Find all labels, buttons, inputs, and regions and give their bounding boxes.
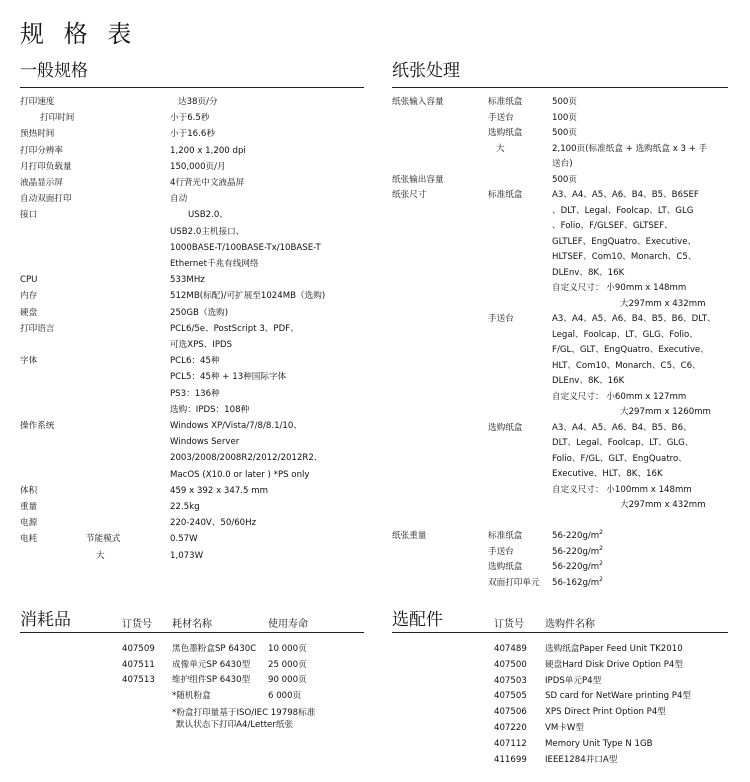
spec-value: 459 x 392 x 347.5 mm [170, 485, 268, 496]
consumable-note: *粉盒打印量基于ISO/IEC 19798标准 [172, 708, 316, 718]
paper-label: 纸张输出容量 [392, 174, 444, 185]
paper-sublabel: 标准纸盒 [488, 531, 523, 541]
paper-value: 500页 [552, 97, 577, 107]
paper-value: DLEnv、8K、16K [552, 376, 625, 386]
paper-value: Folio、F/GL、GLT、EngQuatro、 [552, 453, 687, 464]
paper-value: 、DLT、Legal、Foolcap、LT、GLG [552, 205, 694, 216]
superscript: 2 [599, 544, 603, 552]
spec-label: 内存 [20, 291, 38, 302]
consumables-rule [20, 632, 364, 633]
paper-value: 、Folio、F/GLSEF、GLTSEF、 [552, 221, 673, 231]
spec-label: 电源 [20, 518, 38, 529]
spec-value: 512MB(标配)/可扩展至1024MB（选购) [170, 291, 326, 302]
option-code: 407220 [494, 723, 527, 733]
superscript: 2 [599, 575, 603, 583]
page-title: 规 格 表 [20, 20, 138, 48]
spec-value: 小于16.6秒 [170, 129, 215, 140]
paper-value: DLT、Legal、Foolcap、LT、GLG、 [552, 438, 694, 448]
paper-value: HLTSEF、Com10、Monarch、C5、 [552, 252, 697, 262]
paper-value: GLTLEF、EngQuatro、Executive、 [552, 236, 697, 247]
spec-value: 220-240V、50/60Hz [170, 518, 257, 529]
paper-value: Legal、Foolcap、LT、GLG、Folio、 [552, 329, 698, 340]
spec-label: 月打印负载量 [20, 161, 72, 172]
paper-label: 纸张重量 [392, 531, 427, 541]
spec-value: 22.5kg [170, 502, 200, 512]
paper-value: 自定义尺寸： 小90mm x 148mm [552, 283, 687, 293]
paper-value: F/GL、GLT、EngQuatro、Executive、 [552, 345, 709, 355]
consumables-header-life: 使用寿命 [268, 619, 308, 630]
option-name: IPDS单元P4型 [545, 675, 602, 686]
spec-value: PCL5：45种 + 13种国际字体 [170, 372, 287, 383]
paper-value: 大297mm x 432mm [620, 500, 706, 510]
consumable-life: 90 000页 [268, 675, 307, 685]
paper-sublabel: 双面打印单元 [488, 577, 540, 588]
consumable-name: 维护组件SP 6430型 [172, 675, 251, 685]
spec-label: 打印分辨率 [20, 145, 63, 156]
spec-value: PCL6/5e、PostScript 3、PDF、 [170, 323, 299, 334]
spec-value: 150,000页/月 [170, 161, 226, 172]
paper-sublabel: 标准纸盒 [488, 97, 523, 107]
paper-sublabel: 手送台 [488, 112, 514, 123]
paper-handling-title: 纸张处理 [392, 61, 460, 81]
option-code: 407489 [494, 644, 527, 654]
spec-label: 电耗 [20, 534, 38, 545]
consumable-name: *随机粉盒 [172, 690, 211, 701]
option-code: 407503 [494, 675, 527, 686]
options-header-name: 选购件名称 [545, 619, 595, 630]
paper-value: 送台) [552, 159, 573, 169]
spec-label: 硬盘 [20, 307, 38, 318]
spec-label: 打印速度 [20, 97, 55, 107]
spec-value: 自动 [170, 194, 188, 205]
spec-value: PCL6：45种 [170, 356, 220, 367]
superscript: 2 [599, 529, 603, 537]
spec-label: CPU [20, 275, 38, 286]
spec-value: Windows Server [170, 437, 240, 448]
consumable-life: 10 000页 [268, 644, 307, 654]
paper-value: DLEnv、8K、16K [552, 267, 625, 278]
option-name: Memory Unit Type N 1GB [545, 738, 653, 749]
consumable-code: 407511 [122, 659, 155, 670]
spec-value: 1,200 x 1,200 dpi [170, 145, 246, 156]
paper-value: Executive、HLT、8K、16K [552, 469, 663, 479]
spec-value: 0.57W [170, 534, 198, 545]
paper-sublabel: 选购纸盒 [488, 562, 523, 572]
spec-value: 250GB（选购) [170, 307, 229, 318]
paper-value: 500页 [552, 128, 577, 138]
paper-value: 大297mm x 432mm [620, 298, 706, 309]
spec-value: PS3：136种 [170, 388, 220, 399]
spec-label: 自动双面打印 [20, 194, 72, 205]
paper-value: 自定义尺寸： 小60mm x 127mm [552, 391, 687, 402]
consumables-header-code: 订货号 [122, 619, 152, 630]
consumable-code: 407509 [122, 644, 155, 654]
spec-sublabel: 大 [96, 550, 105, 561]
consumables-title: 消耗品 [20, 610, 71, 630]
options-header-code: 订货号 [494, 619, 524, 630]
paper-value: A3、A4、A5、A6、B4、B5、B6、DLT、 [552, 314, 716, 324]
paper-value: HLT、Com10、Monarch、C5、C6、 [552, 360, 701, 371]
general-specs-title: 一般规格 [20, 61, 88, 81]
spec-sublabel: 打印时间 [40, 113, 75, 124]
paper-sublabel: 选购纸盒 [488, 128, 523, 138]
paper-value: $56-220g/m^2$ [552, 560, 603, 572]
spec-label: 重量 [20, 502, 38, 512]
paper-sublabel: 手送台 [488, 314, 514, 324]
spec-value: 小于6.5秒 [170, 113, 210, 124]
spec-label: 字体 [20, 356, 38, 367]
option-code: 407112 [494, 738, 527, 749]
paper-value: $56-220g/m^2$ [552, 529, 603, 541]
paper-value: A3、A4、A5、A6、B4、B5、B6、 [552, 422, 692, 433]
spec-value: MacOS (X10.0 or later ) *PS only [170, 469, 310, 480]
spec-value: 2003/2008/2008R2/2012/2012R2、 [170, 453, 323, 464]
paper-value: 100页 [552, 112, 577, 123]
options-title: 选配件 [392, 610, 443, 630]
option-name: XPS Direct Print Option P4型 [545, 707, 666, 718]
spec-label: 操作系统 [20, 421, 55, 431]
spec-value: 1,073W [170, 550, 204, 561]
paper-value: $56-220g/m^2$ [552, 544, 603, 557]
option-name: 硬盘Hard Disk Drive Option P4型 [545, 659, 683, 670]
option-name: SD card for NetWare printing P4型 [545, 691, 692, 702]
option-code: 411699 [494, 754, 527, 765]
paper-label: 纸张输入容量 [392, 97, 444, 107]
paper-value: 500页 [552, 174, 577, 185]
spec-label: 预热时间 [20, 129, 55, 140]
paper-sublabel: 标准纸盒 [488, 190, 523, 200]
paper-value: $56-162g/m^2$ [552, 575, 603, 588]
spec-value: 4行背光中文液晶屏 [170, 178, 245, 188]
spec-value: USB2.0、 [188, 210, 228, 221]
option-code: 407500 [494, 659, 527, 670]
option-code: 407505 [494, 691, 527, 702]
consumable-life: 25 000页 [268, 659, 307, 670]
consumables-header-name: 耗材名称 [172, 619, 212, 630]
paper-sublabel: 大 [496, 143, 505, 154]
consumable-code: 407513 [122, 675, 155, 685]
option-name: VM卡W型 [545, 723, 584, 733]
consumable-name: 成像单元SP 6430型 [172, 659, 251, 670]
spec-label: 打印语言 [20, 323, 55, 334]
consumable-name: 黑色墨粉盒SP 6430C [172, 644, 257, 654]
consumable-life: 6 000页 [268, 690, 302, 701]
spec-value: USB2.0主机接口、 [170, 226, 245, 237]
spec-label: 接口 [20, 210, 38, 221]
paper-value: 自定义尺寸： 小100mm x 148mm [552, 484, 692, 495]
spec-sublabel: 节能模式 [86, 534, 121, 545]
spec-value: 达38页/分 [178, 97, 218, 107]
spec-value: 533MHz [170, 275, 205, 286]
superscript: 2 [599, 560, 603, 568]
paper-sublabel: 手送台 [488, 546, 514, 557]
spec-value: Ethernet千兆有线网络 [170, 259, 259, 269]
paper-value: A3、A4、A5、A6、B4、B5、B6SEF [552, 190, 699, 200]
spec-value: 选购：IPDS：108种 [170, 404, 250, 415]
paper-sublabel: 选购纸盒 [488, 422, 523, 433]
option-name: 选购纸盒Paper Feed Unit TK2010 [545, 644, 683, 654]
spec-value: 可选XPS、IPDS [170, 340, 233, 350]
paper-label: 纸张尺寸 [392, 190, 427, 200]
spec-value: 1000BASE-T/100BASE-Tx/10BASE-T [170, 242, 321, 253]
paper-handling-rule [392, 87, 728, 88]
spec-value: Windows XP/Vista/7/8/8.1/10、 [170, 421, 302, 431]
consumable-note: 默认状态下打印A4/Letter纸张 [176, 720, 294, 730]
paper-value: 2,100页(标准纸盒 + 选购纸盒 x 3 + 手 [552, 143, 708, 154]
spec-label: 液晶显示屏 [20, 178, 63, 188]
option-code: 407506 [494, 707, 527, 718]
spec-label: 体积 [20, 485, 38, 496]
options-rule [392, 632, 728, 633]
paper-value: 大297mm x 1260mm [620, 407, 711, 417]
general-specs-rule [20, 87, 364, 88]
option-name: IEEE1284并口A型 [545, 754, 618, 765]
